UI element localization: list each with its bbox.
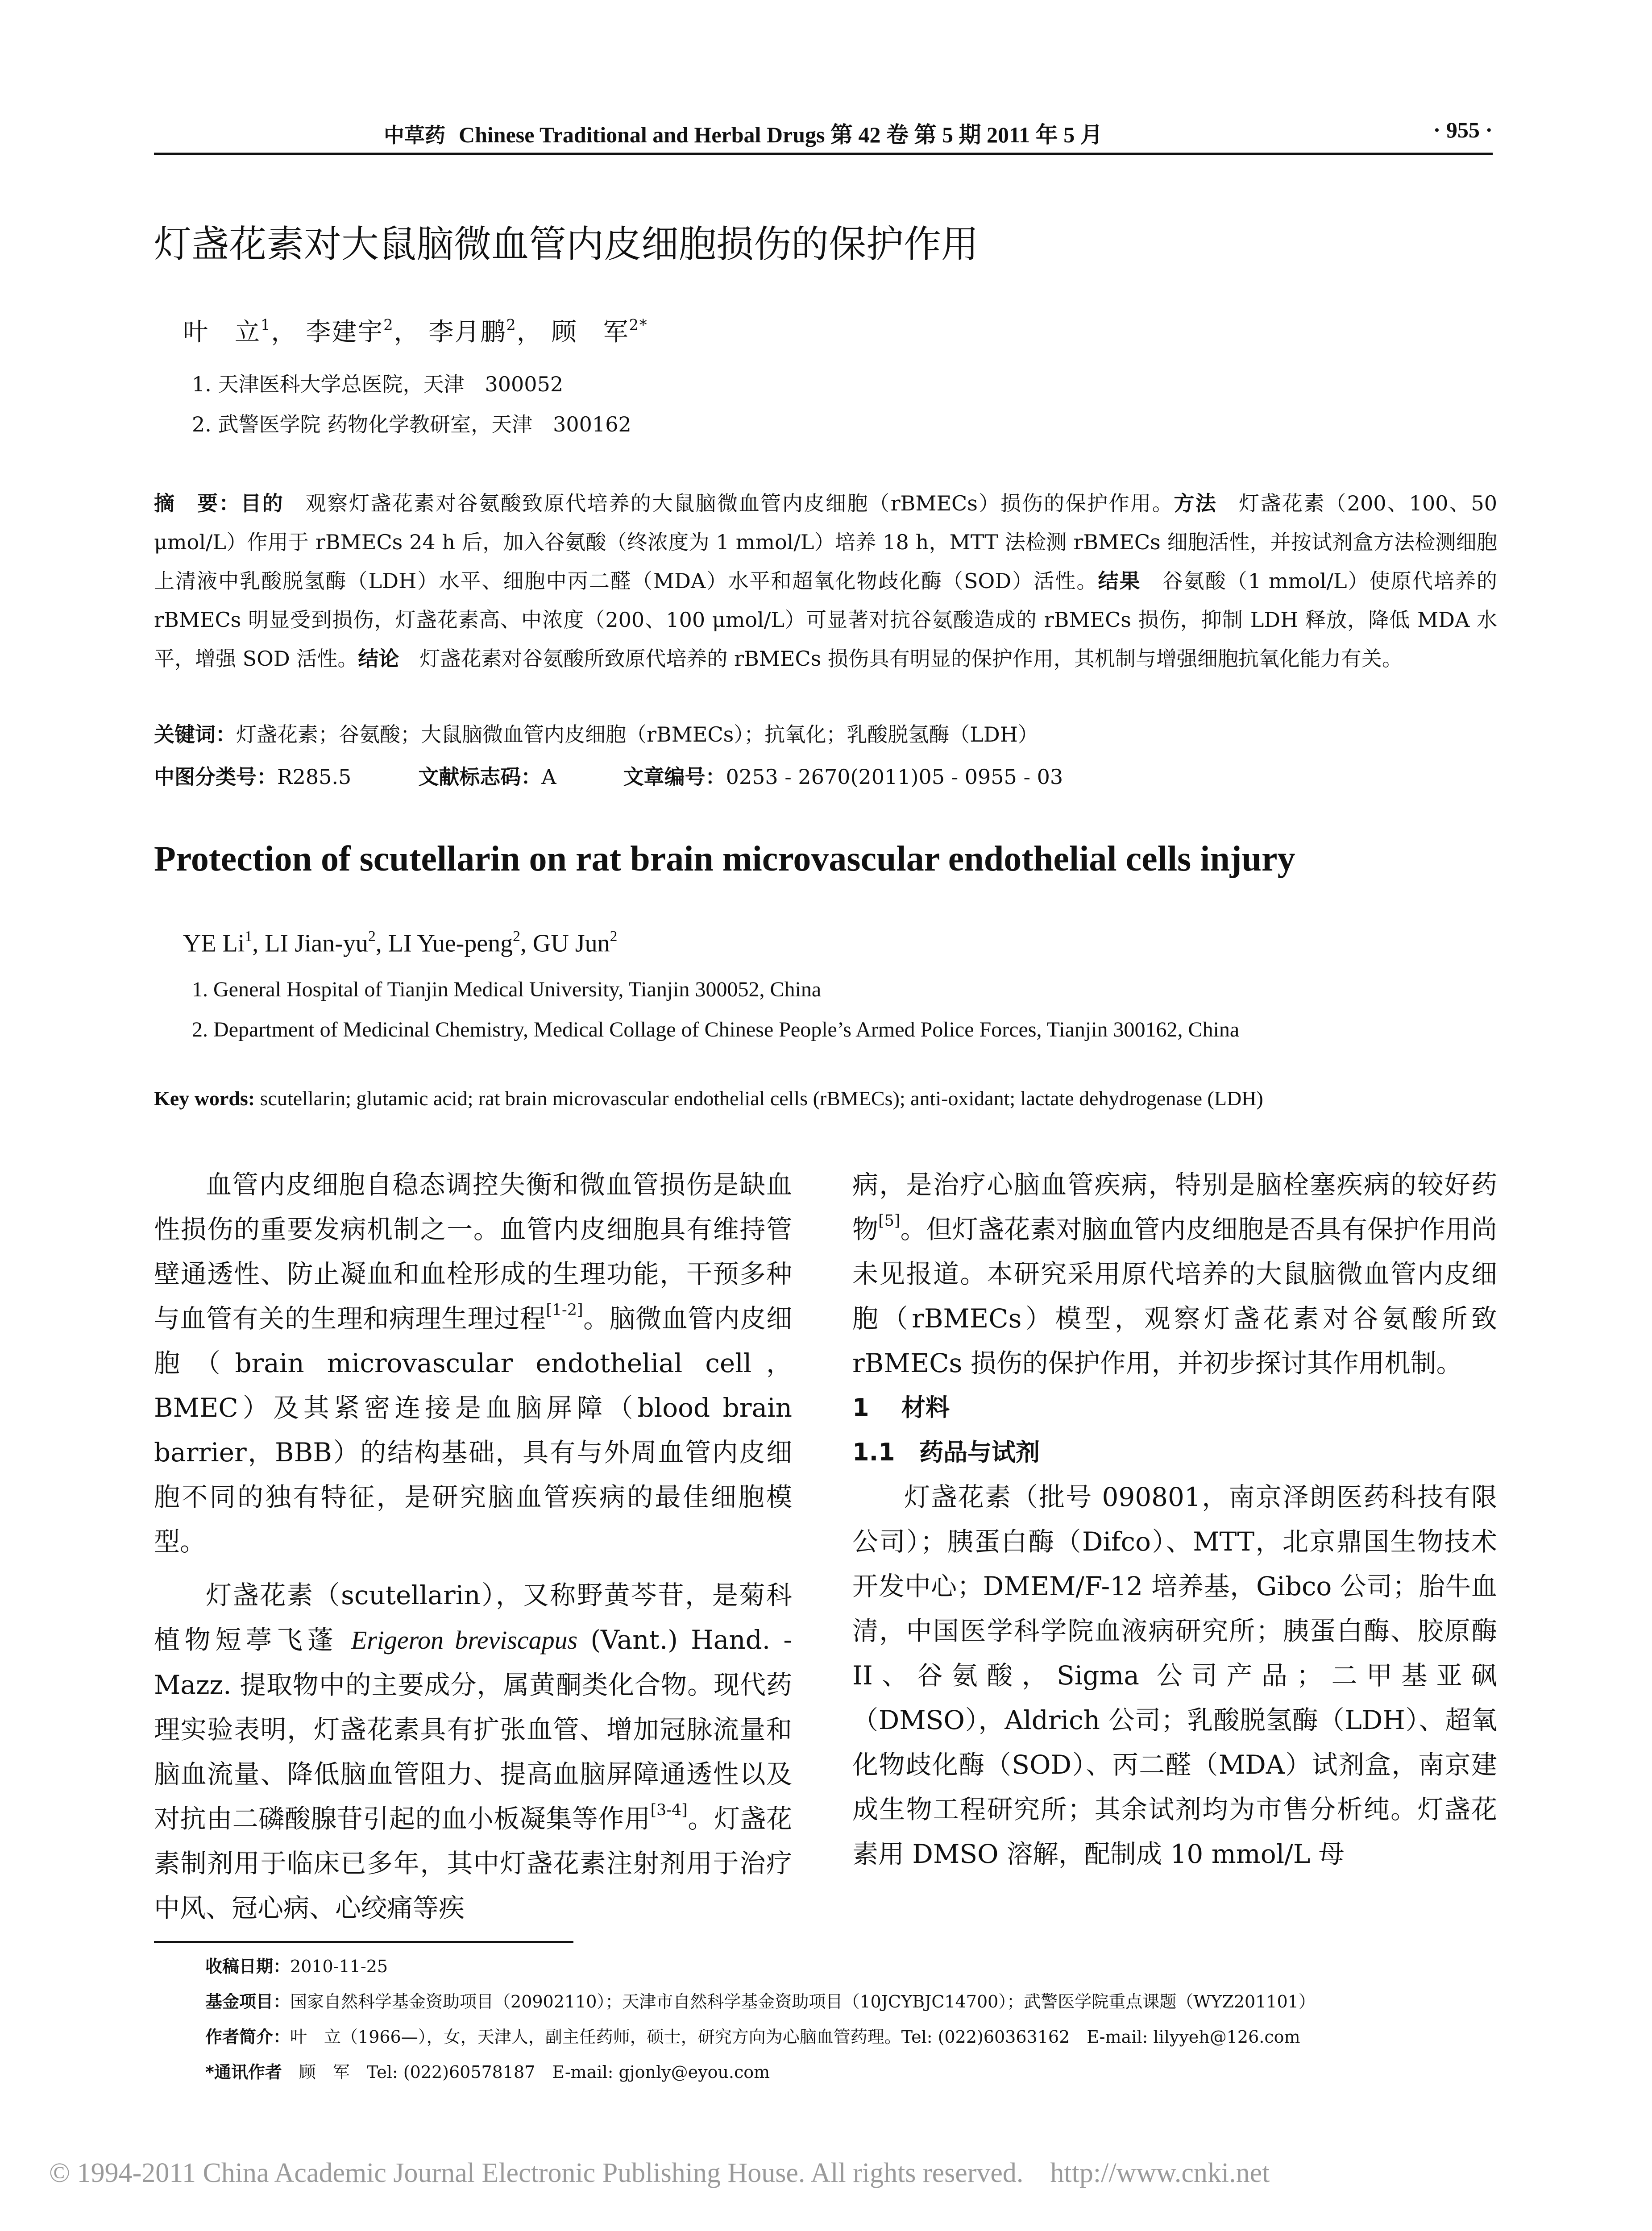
footnote-correspondence: [205, 2055, 1499, 2090]
aim-label: 目的: [241, 491, 284, 515]
author-affil-mark: 1: [261, 316, 271, 334]
footnote-label: 收稿日期：: [205, 1957, 291, 1976]
keywords-en: [154, 1086, 1263, 1110]
paragraph: [852, 1162, 1497, 1385]
article-number: 0253 - 2670(2011)05 - 0955 - 03: [726, 765, 1063, 789]
running-header: [154, 117, 1493, 154]
keywords-cn: [154, 718, 1038, 748]
abstract-cn: [154, 484, 1497, 678]
clc-label: 中图分类号：: [154, 765, 277, 789]
footnote-funding: [205, 1984, 1499, 2020]
doc-code-label: 文献标志码：: [418, 765, 542, 789]
keywords-en-label: Key words:: [154, 1087, 255, 1110]
affiliation-cn-1: 1. 天津医科大学总医院，天津 300052: [192, 372, 564, 396]
cnki-url[interactable]: http://www.cnki.net: [1050, 2158, 1270, 2188]
section-heading: [852, 1385, 1497, 1430]
author-cn: 李建宇: [306, 318, 384, 347]
footnote-author-bio: [205, 2020, 1499, 2055]
author-cn: 叶 立: [183, 318, 261, 347]
result-text: 谷氨酸（1 mmol/L）使原代培养的 rBMECs 明显受到损伤，灯盏花素高、中浓度（200、100 μmol/L）可显著对抗谷氨酸造成的 rBMECs 损伤，抑制 LDH 释放，降低 MDA 水平，增强 SOD 活性。: [154, 569, 1498, 671]
footnote-received: [205, 1949, 1499, 1984]
section-title: 材料: [901, 1393, 950, 1422]
conclusion-text: 灯盏花素对谷氨酸所致原代培养的 rBMECs 损伤具有明显的保护作用，其机制与增强细胞抗氧化能力有关。: [399, 647, 1403, 671]
copyright-notice: [49, 2157, 1270, 2189]
subsection-title: 药品与试剂: [919, 1438, 1040, 1466]
section-number: 1: [852, 1393, 869, 1422]
keywords-cn-label: 关键词：: [154, 722, 236, 746]
header-rule: [154, 153, 1493, 155]
author-affil-mark: 2: [506, 316, 517, 334]
paragraph-text: 血管内皮细胞自稳态调控失衡和微血管损伤是缺血性损伤的重要发病机制之一。血管内皮细胞具有维持管壁通透性、防止凝血和血栓形成的生理功能，干预多种与血管有关的生理和病理生理过程: [154, 1169, 792, 1334]
keywords-en-text: scutellarin; glutamic acid; rat brain microvascular endothelial cells (rBMECs); anti-oxidant; lactate dehydrogenase (LDH): [255, 1087, 1263, 1110]
affiliation-en-2: 2. Department of Medicinal Chemistry, Medical Collage of Chinese People’s Armed Police Forces, Tianjin 300162, China: [192, 1018, 1240, 1041]
author-en: GU Jun: [532, 929, 610, 958]
paragraph-text: 病，是治疗心脑血管疾病，特别是脑栓塞疾病的较好药物: [852, 1169, 1497, 1244]
aim-text: 观察灯盏花素对谷氨酸致原代培养的大鼠脑微血管内皮细胞（rBMECs）损伤的保护作用。: [284, 491, 1174, 515]
author-en: LI Jian-yu: [265, 929, 368, 958]
author-cn: 顾 军: [551, 318, 629, 347]
abstract-label: 摘 要：: [154, 491, 241, 515]
citation: [5]: [878, 1212, 901, 1230]
author-affil-mark: 2: [513, 928, 520, 945]
footnote-text: 顾 军 Tel: (022)60578187 E-mail: gjonly@eyou.com: [282, 2062, 770, 2082]
clc-number: R285.5: [277, 765, 352, 789]
classification-row: [154, 761, 1063, 790]
method-text: 灯盏花素（200、100、50 μmol/L）作用于 rBMECs 24 h 后，加入谷氨酸（终浓度为 1 mmol/L）培养 18 h，MTT 法检测 rBMECs 细胞活性，并按试剂盒方法检测细胞上清液中乳酸脱氢酶（LDH）水平、细胞中丙二醛（MDA）水平和超氧化物歧化酶（SOD）活性。: [154, 491, 1497, 593]
body-column-left: [154, 1162, 792, 1930]
paragraph-text: (Vant.) Hand. -Mazz. 提取物中的主要成分，属黄酮类化合物。现代药理实验表明，灯盏花素具有扩张血管、增加冠脉流量和脑血流量、降低脑血管阻力、提高血脑屏障通透性以及对抗由二磷酸腺苷引起的血小板凝集等作用: [154, 1625, 793, 1834]
subsection-heading: [852, 1430, 1497, 1475]
journal-info: [384, 117, 1103, 149]
author-affil-mark: 2: [368, 928, 376, 945]
subsection-number: 1.1: [852, 1438, 895, 1466]
journal-name-cn: 中草药: [384, 123, 445, 147]
footnote-label: 作者简介：: [205, 2027, 291, 2047]
author-affil-mark: 1: [245, 928, 253, 945]
conclusion-label: 结论: [358, 647, 399, 671]
footnote-text: 国家自然科学基金资助项目（20902110）；天津市自然科学基金资助项目（10JCYBJC14700）；武警医学院重点课题（WYZ201101）: [290, 1992, 1316, 2011]
paragraph-text: 。脑微血管内皮细胞（brain microvascular endothelial cell，BMEC）及其紧密连接是血脑屏障（blood brain barrier，BBB）的结构基础，具有与外周血管内皮细胞不同的独有特征，是研究脑血管疾病的最佳细胞模型。: [154, 1303, 792, 1557]
body-column-right: [852, 1162, 1497, 1876]
citation: [3-4]: [650, 1801, 688, 1820]
author-en: YE Li: [183, 929, 245, 958]
affiliation-cn-2: 2. 武警医学院 药物化学教研室，天津 300162: [192, 412, 631, 436]
paragraph-text: 灯盏花素（scutellarin），又称野黄芩苷，是菊科植物短葶飞蓬: [154, 1580, 792, 1655]
footnotes: [205, 1949, 1499, 2090]
journal-issue: Chinese Traditional and Herbal Drugs 第 42 卷 第 5 期 2011 年 5 月: [459, 122, 1103, 147]
footnote-label: *通讯作者: [205, 2062, 282, 2082]
doc-code: A: [541, 765, 556, 789]
paragraph-text: 。灯盏花素制剂用于临床已多年，其中灯盏花素注射剂用于治疗中风、冠心病、心绞痛等疾: [154, 1804, 792, 1923]
author-cn: 李月鹏: [428, 318, 506, 347]
authors-cn: 叶 立$^1$， 李建宇$^2$， 李月鹏$^2$， 顾 军$^{2*}$: [183, 316, 648, 347]
footnote-rule: [154, 1941, 573, 1943]
authors-en: YE Li$^1$, LI Jian-$yu^2$, LI Yue-peng$^2$, GU Jun$^2$: [183, 928, 618, 958]
method-label: 方法: [1174, 491, 1217, 515]
title-cn: 灯盏花素对大鼠脑微血管内皮细胞损伤的保护作用: [154, 222, 979, 266]
author-en: LI Yue-peng: [388, 929, 513, 958]
footnote-text: 2010-11-25: [290, 1957, 388, 1976]
result-label: 结果: [1098, 569, 1141, 593]
paragraph-text: 。但灯盏花素对脑血管内皮细胞是否具有保护作用尚未见报道。本研究采用原代培养的大鼠脑微血管内皮细胞（rBMECs）模型，观察灯盏花素对谷氨酸所致 rBMECs 损伤的保护作用，并初步探讨其作用机制。: [852, 1214, 1497, 1378]
page-number: · 955 ·: [1433, 117, 1493, 142]
footnote-text: 叶 立（1966—），女，天津人，副主任药师，硕士，研究方向为心脑血管药理。Tel: (022)60363162 E-mail: lilyyeh@126.com: [290, 2027, 1300, 2047]
article-number-label: 文章编号：: [623, 765, 726, 789]
author-affil-mark: 2: [610, 928, 618, 945]
keywords-cn-text: 灯盏花素；谷氨酸；大鼠脑微血管内皮细胞（rBMECs）；抗氧化；乳酸脱氢酶（LDH）: [236, 722, 1038, 746]
author-affil-mark: 2*: [629, 316, 648, 334]
copyright-text: © 1994-2011 China Academic Journal Electronic Publishing House. All rights reserved.: [49, 2158, 1024, 2188]
footnote-label: 基金项目：: [205, 1992, 291, 2011]
paragraph: [154, 1162, 792, 1564]
paragraph: [154, 1573, 792, 1930]
citation: [1-2]: [546, 1301, 583, 1319]
affiliation-en-1: 1. General Hospital of Tianjin Medical University, Tianjin 300052, China: [192, 978, 822, 1001]
species-name: Erigeron breviscapus: [351, 1626, 578, 1655]
paragraph: 灯盏花素（批号 090801，南京泽朗医药科技有限公司）；胰蛋白酶（Difco）、MTT，北京鼎国生物技术开发中心；DMEM/F-12 培养基，Gibco 公司；胎牛血清，中国医学科学院血液病研究所；胰蛋白酶、胶原酶 II、谷氨酸，Sigma 公司产品；二甲基亚砜（DMSO），Aldrich 公司；乳酸脱氢酶（LDH）、超氧化物歧化酶（SOD）、丙二醛（MDA）试剂盒，南京建成生物工程研究所；其余试剂均为市售分析纯。灯盏花素用 DMSO 溶解，配制成 10 mmol/L 母: [852, 1482, 1497, 1869]
author-affil-mark: 2: [383, 316, 394, 334]
title-en: Protection of scutellarin on rat brain microvascular endothelial cells injury: [154, 839, 1295, 879]
